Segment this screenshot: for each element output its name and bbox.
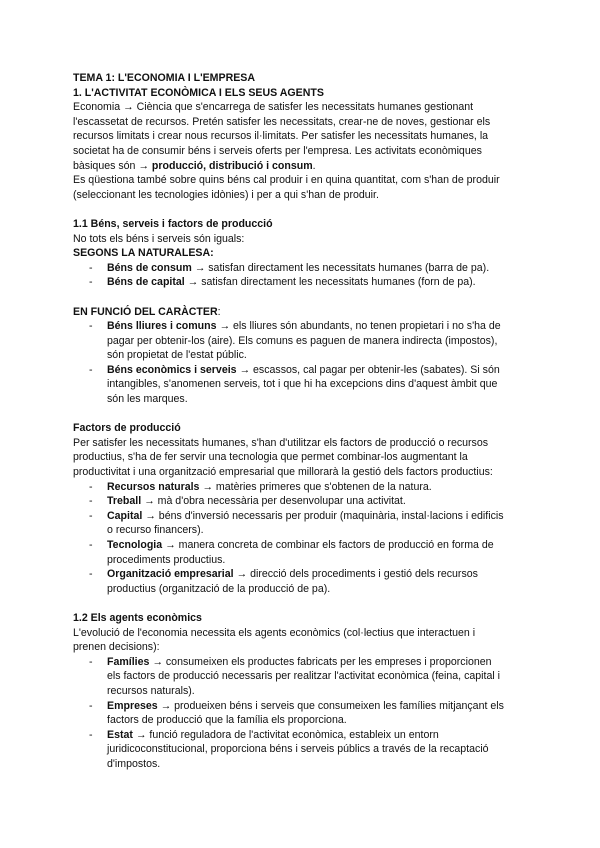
list-item: - Tecnologia → manera concreta de combinar els factors de producció en forma de procediments productius.: [89, 539, 494, 566]
list-item: - Famílies → consumeixen els productes fabricats per les empreses i proporcionen els factors de producció necessaris per realitzar l'activitat econòmica (feina, capital i recursos naturals).: [89, 655, 500, 697]
document-page: [73, 71, 528, 772]
naturalesa-label: SEGONS LA NATURALESA:: [73, 247, 214, 260]
dash-bullet: -: [89, 261, 93, 274]
dash-bullet: -: [89, 699, 93, 712]
key-activities: producció, distribució i consum: [151, 159, 313, 172]
list-item: - Capital → béns d'inversió necessaris per produir (maquinària, instal·lacions i edificis o recurso financers).: [89, 509, 504, 537]
list-item: - Béns econòmics i serveis → escassos, cal pagar per obtenir-les (sabates). Si són intangibles, s'anomenen serveis, tot i que hi ha excepcions dins d'aquest àmbit que són les marques.: [89, 363, 500, 406]
dash-bullet: -: [89, 568, 93, 581]
list-item: - Recursos naturals → matèries primeres que s'obtenen de la natura.: [89, 480, 432, 493]
factors-heading: Factors de producció: [73, 422, 181, 435]
dash-bullet: -: [89, 495, 93, 508]
section-intro: No tots els béns i serveis són iguals:: [73, 232, 245, 245]
dash-bullet: -: [89, 480, 93, 493]
dash-bullet: -: [89, 539, 93, 551]
dash-bullet: -: [89, 728, 93, 741]
list-item: - Béns de consum → satisfan directament les necessitats humanes (barra de pa).: [89, 261, 490, 274]
list-item: - Empreses → produeixen béns i serveis que consumeixen les famílies mitjançant els factors de producció que la família els proporciona.: [89, 699, 504, 727]
dash-bullet: -: [89, 509, 93, 522]
section-heading-1: 1. L'ACTIVITAT ECONÒMICA I ELS SEUS AGENTS: [73, 86, 324, 99]
list-item: - Béns lliures i comuns → els lliures són abundants, no tenen propietari i no s'ha de pagar per obtenir-los (aire). Els comuns es paguen de manera indirecta (impostos), són propietat de l'estat públic.: [89, 320, 501, 362]
document-title: TEMA 1: L'ECONOMIA I L'EMPRESA: [73, 72, 255, 84]
list-item: - Béns de capital → satisfan directament les necessitats humanes (forn de pa).: [89, 276, 476, 289]
factors-paragraph: Per satisfer les necessitats humanes, s'han d'utilitzar els factors de producció o recursos productius, s'ha de fer servir una tecnologia que permet combinar-los augmentant la productivitat i una organització empresarial que millorarà la gestió dels factors productius:: [73, 436, 493, 479]
caracter-label: EN FUNCIÓ DEL CARÀCTER:: [73, 305, 221, 318]
list-item: - Organització empresarial → direcció dels procediments i gestió dels recursos productius (organització de la producció de pa).: [89, 568, 478, 595]
dash-bullet: -: [89, 320, 93, 333]
list-item: - Estat → funció reguladora de l'activitat econòmica, estableix un entorn juridicoconstitucional, proporciona béns i serveis públics a través de la recaptació d'impostos.: [89, 728, 489, 770]
section-heading-1-2: 1.2 Els agents econòmics: [73, 611, 202, 624]
dash-bullet: -: [89, 276, 93, 289]
intro-paragraph: Economia → Ciència que s'encarrega de satisfer les necessitats humanes gestionant l'escassetat de recursos. Pretén satisfer les necessitats, crear-ne de noves, gestionar els recursos limitats i crear nous recursos il·limitats. Per satisfer les necessitats humanes, la societat ha de consumir béns i serveis oferts per l'empresa. Les activitats econòmiques bàsiques són → producció, distribució i consum. Es qüestiona també sobre quins béns cal produir i en quina quantitat, com s'han de produir (seleccionant les tecnologies idònies) i per a qui s'han de produir.: [73, 101, 500, 201]
list-item: - Treball → mà d'obra necessària per desenvolupar una activitat.: [89, 495, 406, 508]
agents-intro: L'evolució de l'economia necessita els agents econòmics (col·lectius que interactuen i prenen decisions):: [73, 626, 476, 654]
dash-bullet: -: [89, 655, 93, 668]
dash-bullet: -: [89, 363, 93, 376]
section-heading-1-1: 1.1 Béns, serveis i factors de producció: [73, 217, 273, 230]
